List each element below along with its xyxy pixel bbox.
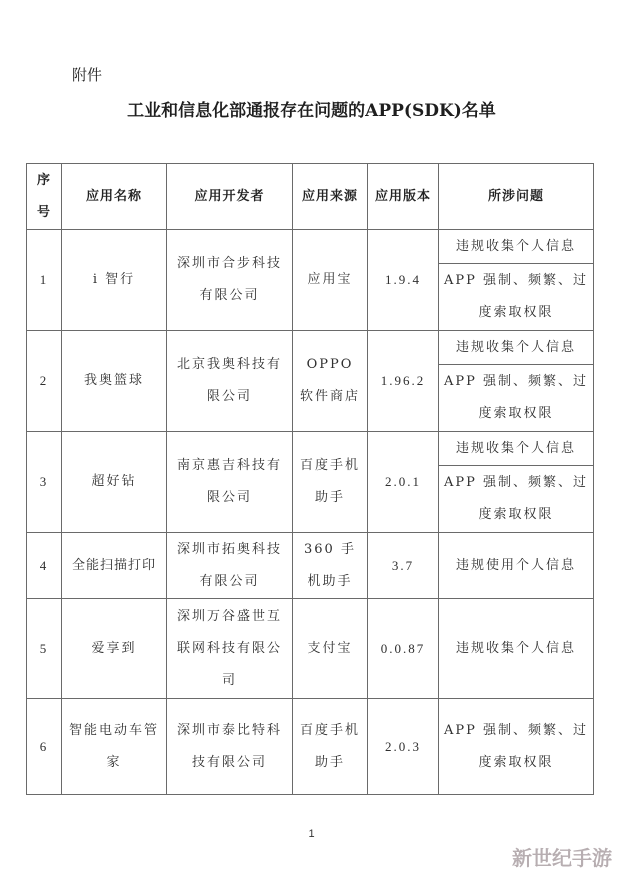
cell-app-name: 超好钻 [62,432,167,533]
cell-app-name: 我奥篮球 [62,331,167,432]
cell-developer: 南京惠吉科技有限公司 [167,432,293,533]
table-row [27,230,594,264]
table-row [27,599,594,699]
cell-source: 百度手机助手 [293,432,368,533]
cell-version: 0.0.87 [368,599,439,699]
cell-source: OPPO 软件商店 [293,331,368,432]
page-number: 1 [308,828,315,840]
table-row [27,533,594,599]
cell-issue: 违规收集个人信息 [439,331,594,365]
cell-source: 支付宝 [293,599,368,699]
cell-app-name: i 智行 [62,230,167,331]
cell-developer: 北京我奥科技有限公司 [167,331,293,432]
cell-seq: 5 [27,599,62,699]
table-row [27,432,594,466]
column-header-source: 应用来源 [293,164,368,230]
cell-app-name: 全能扫描打印 [62,533,167,599]
table-header-row [27,164,594,230]
cell-seq: 2 [27,331,62,432]
cell-source: 360 手机助手 [293,533,368,599]
cell-seq: 3 [27,432,62,533]
cell-app-name: 智能电动车管家 [62,699,167,795]
cell-issue: 违规收集个人信息 [439,230,594,264]
cell-seq: 6 [27,699,62,795]
cell-issue: APP 强制、频繁、过度索取权限 [439,699,594,795]
table-row [27,331,594,365]
cell-issue: APP 强制、频繁、过度索取权限 [439,264,594,331]
column-header-developer: 应用开发者 [167,164,293,230]
cell-issue: 违规收集个人信息 [439,432,594,466]
attachment-label: 附件 [72,66,103,84]
cell-version: 1.9.4 [368,230,439,331]
table-row [27,699,594,795]
cell-version: 2.0.1 [368,432,439,533]
cell-source: 百度手机助手 [293,699,368,795]
column-header-version: 应用版本 [368,164,439,230]
column-header-app-name: 应用名称 [62,164,167,230]
cell-developer: 深圳市合步科技有限公司 [167,230,293,331]
column-header-seq: 序 号 [27,164,62,230]
cell-issue: APP 强制、频繁、过度索取权限 [439,466,594,533]
watermark-logo: 新世纪手游 [512,846,612,870]
document-title: 工业和信息化部通报存在问题的APP(SDK)名单 [127,101,496,121]
cell-version: 2.0.3 [368,699,439,795]
cell-version: 1.96.2 [368,331,439,432]
column-header-issues: 所涉问题 [439,164,594,230]
cell-issue: 违规收集个人信息 [439,599,594,699]
cell-app-name: 爱享到 [62,599,167,699]
cell-seq: 4 [27,533,62,599]
cell-version: 3.7 [368,533,439,599]
cell-developer: 深圳万谷盛世互联网科技有限公司 [167,599,293,699]
cell-source: 应用宝 [293,230,368,331]
cell-developer: 深圳市拓奥科技有限公司 [167,533,293,599]
cell-seq: 1 [27,230,62,331]
cell-issue: 违规使用个人信息 [439,533,594,599]
cell-issue: APP 强制、频繁、过度索取权限 [439,365,594,432]
app-list-table [26,163,594,795]
cell-developer: 深圳市泰比特科技有限公司 [167,699,293,795]
